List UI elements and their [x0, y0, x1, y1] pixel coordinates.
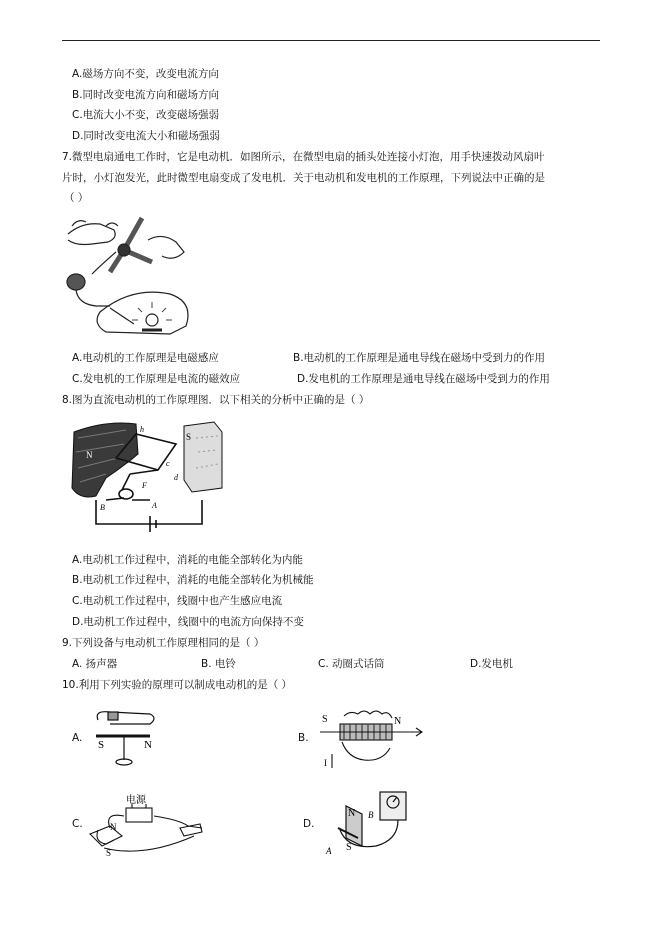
q8-label-n: N — [86, 450, 93, 460]
q8-option-d[interactable]: D.电动机工作过程中，线圈中的电流方向保持不变 — [72, 616, 304, 628]
q10-d-label-n: N — [348, 808, 356, 819]
q9-option-a[interactable]: A. 扬声器 — [72, 658, 118, 670]
q10-stem: 10.利用下列实验的原理可以制成电动机的是（ ） — [62, 679, 293, 691]
q8-label-a: A — [152, 501, 157, 510]
q8-label-c: c — [166, 459, 170, 468]
q7-fan-generator-figure — [62, 212, 202, 340]
q7-stem-line1: 7.微型电扇通电工作时，它是电动机．如图所示，在微型电扇的插头处连接小灯泡，用手快速拨动风扇叶 — [62, 151, 545, 163]
q8-option-a[interactable]: A.电动机工作过程中，消耗的电能全部转化为内能 — [72, 554, 303, 566]
q10-figure-d-induction — [318, 788, 412, 858]
q10-option-d[interactable]: D. — [303, 818, 315, 830]
q9-option-b[interactable]: B. 电铃 — [201, 658, 236, 670]
q8-label-b: B — [100, 503, 105, 512]
q6-option-a[interactable]: A.磁场方向不变，改变电流方向 — [72, 68, 219, 80]
q7-option-b[interactable]: B.电动机的工作原理是通电导线在磁场中受到力的作用 — [293, 352, 546, 364]
q10-c-label-n: N — [110, 822, 117, 832]
q6-option-c[interactable]: C.电流大小不变，改变磁场强弱 — [72, 109, 220, 121]
q10-option-a[interactable]: A. — [72, 732, 83, 744]
q9-option-d[interactable]: D.发电机 — [470, 658, 513, 670]
q8-label-f: F — [142, 481, 147, 490]
q10-b-label-s: S — [322, 714, 328, 725]
q7-option-a[interactable]: A.电动机的工作原理是电磁感应 — [72, 352, 219, 364]
q10-option-b[interactable]: B. — [298, 732, 309, 744]
q8-dc-motor-figure — [66, 418, 228, 540]
q9-option-c[interactable]: C. 动圈式话筒 — [318, 658, 385, 670]
header-rule — [62, 40, 600, 41]
q8-label-d: d — [174, 473, 178, 482]
q10-option-c[interactable]: C. — [72, 818, 83, 830]
q6-option-b[interactable]: B.同时改变电流方向和磁场方向 — [72, 89, 220, 101]
q10-figure-b-solenoid — [318, 708, 430, 770]
q10-d-label-b: B — [368, 810, 374, 820]
q10-d-label-s: S — [346, 842, 352, 853]
q7-option-d[interactable]: D.发电机的工作原理是通电导线在磁场中受到力的作用 — [297, 373, 550, 385]
q8-option-c[interactable]: C.电动机工作过程中，线圈中也产生感应电流 — [72, 595, 283, 607]
q8-label-s: S — [186, 432, 192, 442]
q8-stem: 8.图为直流电动机的工作原理图．以下相关的分析中正确的是（ ） — [62, 394, 370, 406]
q6-option-d[interactable]: D.同时改变电流大小和磁场强弱 — [72, 130, 220, 142]
q7-option-c[interactable]: C.发电机的工作原理是电流的磁效应 — [72, 373, 241, 385]
q10-a-label-n: N — [144, 739, 152, 751]
q10-c-label-source: 电源 — [126, 795, 146, 806]
q8-label-h: h — [140, 425, 144, 434]
q10-figure-c-motor-rail — [84, 792, 210, 860]
q10-b-label-n: N — [394, 716, 402, 727]
q10-figure-a-oersted — [88, 706, 162, 768]
q7-stem-line2: 片时，小灯泡发光，此时微型电扇变成了发电机．关于电动机和发电机的工作原理，下列说法中正确的是 — [62, 172, 545, 184]
q8-option-b[interactable]: B.电动机工作过程中，消耗的电能全部转化为机械能 — [72, 574, 314, 586]
q10-b-label-i: I — [324, 758, 327, 768]
q10-d-label-a: A — [326, 846, 332, 856]
q10-c-label-s: S — [106, 848, 112, 858]
q7-stem-line3: （ ） — [64, 192, 89, 204]
q9-stem: 9.下列设备与电动机工作原理相同的是（ ） — [62, 637, 265, 649]
q10-a-label-s: S — [98, 739, 105, 751]
